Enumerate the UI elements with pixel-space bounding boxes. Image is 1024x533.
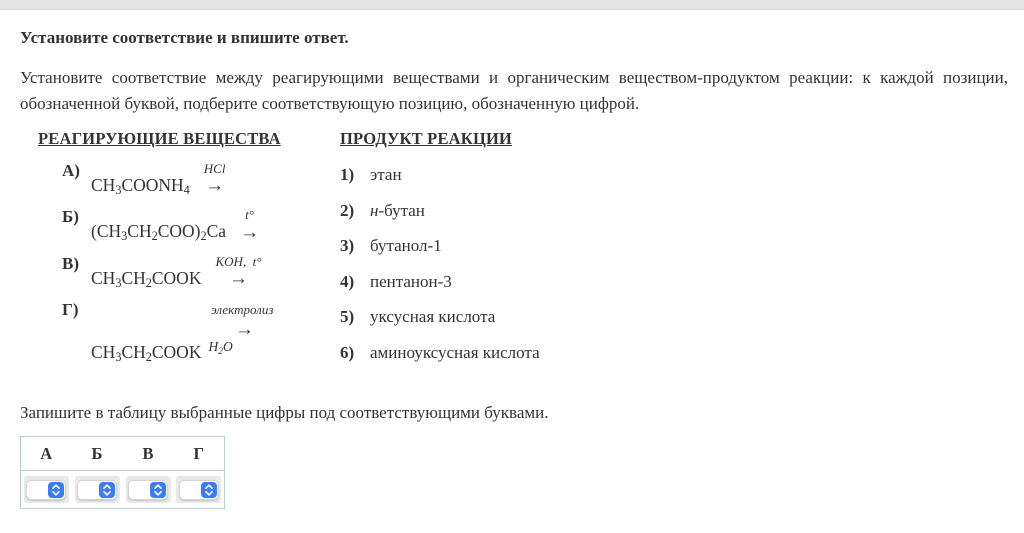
answer-col-g: Г — [174, 437, 225, 471]
reactant-row-g — [62, 301, 340, 363]
product-item-4: 4) пентанон-3 — [340, 271, 452, 291]
reactant-label: Б) — [62, 207, 79, 227]
reaction-condition: электролиз — [211, 301, 274, 317]
reaction-condition: HCl — [203, 161, 226, 176]
reaction-arrow-group — [204, 162, 226, 195]
product-number: 5) — [340, 307, 355, 326]
answer-select-a[interactable] — [24, 476, 69, 503]
question-page — [0, 28, 1024, 509]
product-item-5: 5) уксусная кислота — [340, 307, 496, 326]
answer-select-g[interactable] — [176, 476, 221, 503]
reactant-row-v — [62, 255, 340, 288]
product-number: 6) — [340, 342, 355, 362]
reaction-condition: t° — [245, 207, 254, 223]
product-number: 1) — [340, 165, 355, 184]
products-list — [340, 165, 1008, 363]
reactant-label: Г) — [62, 299, 79, 319]
answer-select-b[interactable] — [75, 476, 120, 503]
reactant-label: А) — [62, 161, 80, 180]
task-description: Установите соответствие между реагирующими веществами и органическим веществом-продуктом реакции: к каждой позиции, обозначенной буквой, подберите соответствующую позицию, обозначенную цифрой. — [20, 68, 1008, 113]
answer-col-a: А — [21, 437, 72, 471]
reactant-row-b — [62, 207, 340, 244]
product-item-3: 3) бутанол-1 — [340, 236, 442, 255]
top-bar — [0, 0, 1024, 10]
answer-select-v[interactable] — [126, 476, 171, 503]
reactants-header: РЕАГИРУЮЩИЕ ВЕЩЕСТВА — [38, 129, 281, 148]
answer-instruction: Запишите в таблицу выбранные цифры под соответствующими буквами. — [20, 403, 549, 422]
reaction-arrow-icon: → — [235, 318, 254, 340]
reaction-condition-below: H2O — [208, 338, 233, 357]
stepper-arrows-icon — [150, 482, 166, 498]
product-number: 2) — [340, 200, 355, 220]
reactant-formula: $(CH_3CH_2COO)_2Ca$ — [91, 221, 227, 244]
answer-table-header-row — [21, 437, 225, 471]
stepper-arrows-icon — [48, 482, 64, 498]
reaction-condition: KOH, t° — [215, 253, 262, 269]
answer-table-input-row — [21, 471, 225, 509]
answer-table — [20, 436, 225, 509]
product-item-2: 2) н-бутан — [340, 200, 425, 220]
reactant-formula: $CH_3CH_2COOK$ — [91, 341, 202, 364]
product-item-6: 6) аминоуксусная кислота — [340, 342, 540, 362]
reaction-arrow-group — [215, 255, 261, 288]
reactant-label: В) — [62, 253, 79, 273]
stepper-arrows-icon — [201, 482, 217, 498]
reactant-formula: $CH_3COONH_4$ — [91, 175, 190, 198]
products-header: ПРОДУКТ РЕАКЦИИ — [340, 129, 513, 148]
answer-col-v: В — [123, 437, 174, 471]
product-number: 4) — [340, 271, 355, 291]
reaction-arrow-icon: → — [228, 267, 248, 289]
page-title: Установите соответствие и впишите ответ. — [20, 28, 349, 47]
reactant-row-a — [62, 161, 340, 198]
reaction-arrow-icon: → — [240, 221, 260, 243]
reaction-arrow-icon: → — [205, 175, 225, 197]
matching-area — [38, 129, 1008, 378]
reactant-formula: $CH_3CH_2COOK$ — [91, 267, 202, 290]
product-number: 3) — [340, 236, 355, 255]
reaction-arrow-group — [240, 208, 259, 241]
reactants-column — [38, 129, 340, 378]
stepper-arrows-icon — [99, 482, 115, 498]
answer-col-b: Б — [72, 437, 123, 471]
product-item-1: 1) этан — [340, 165, 402, 184]
products-column — [340, 129, 1008, 378]
